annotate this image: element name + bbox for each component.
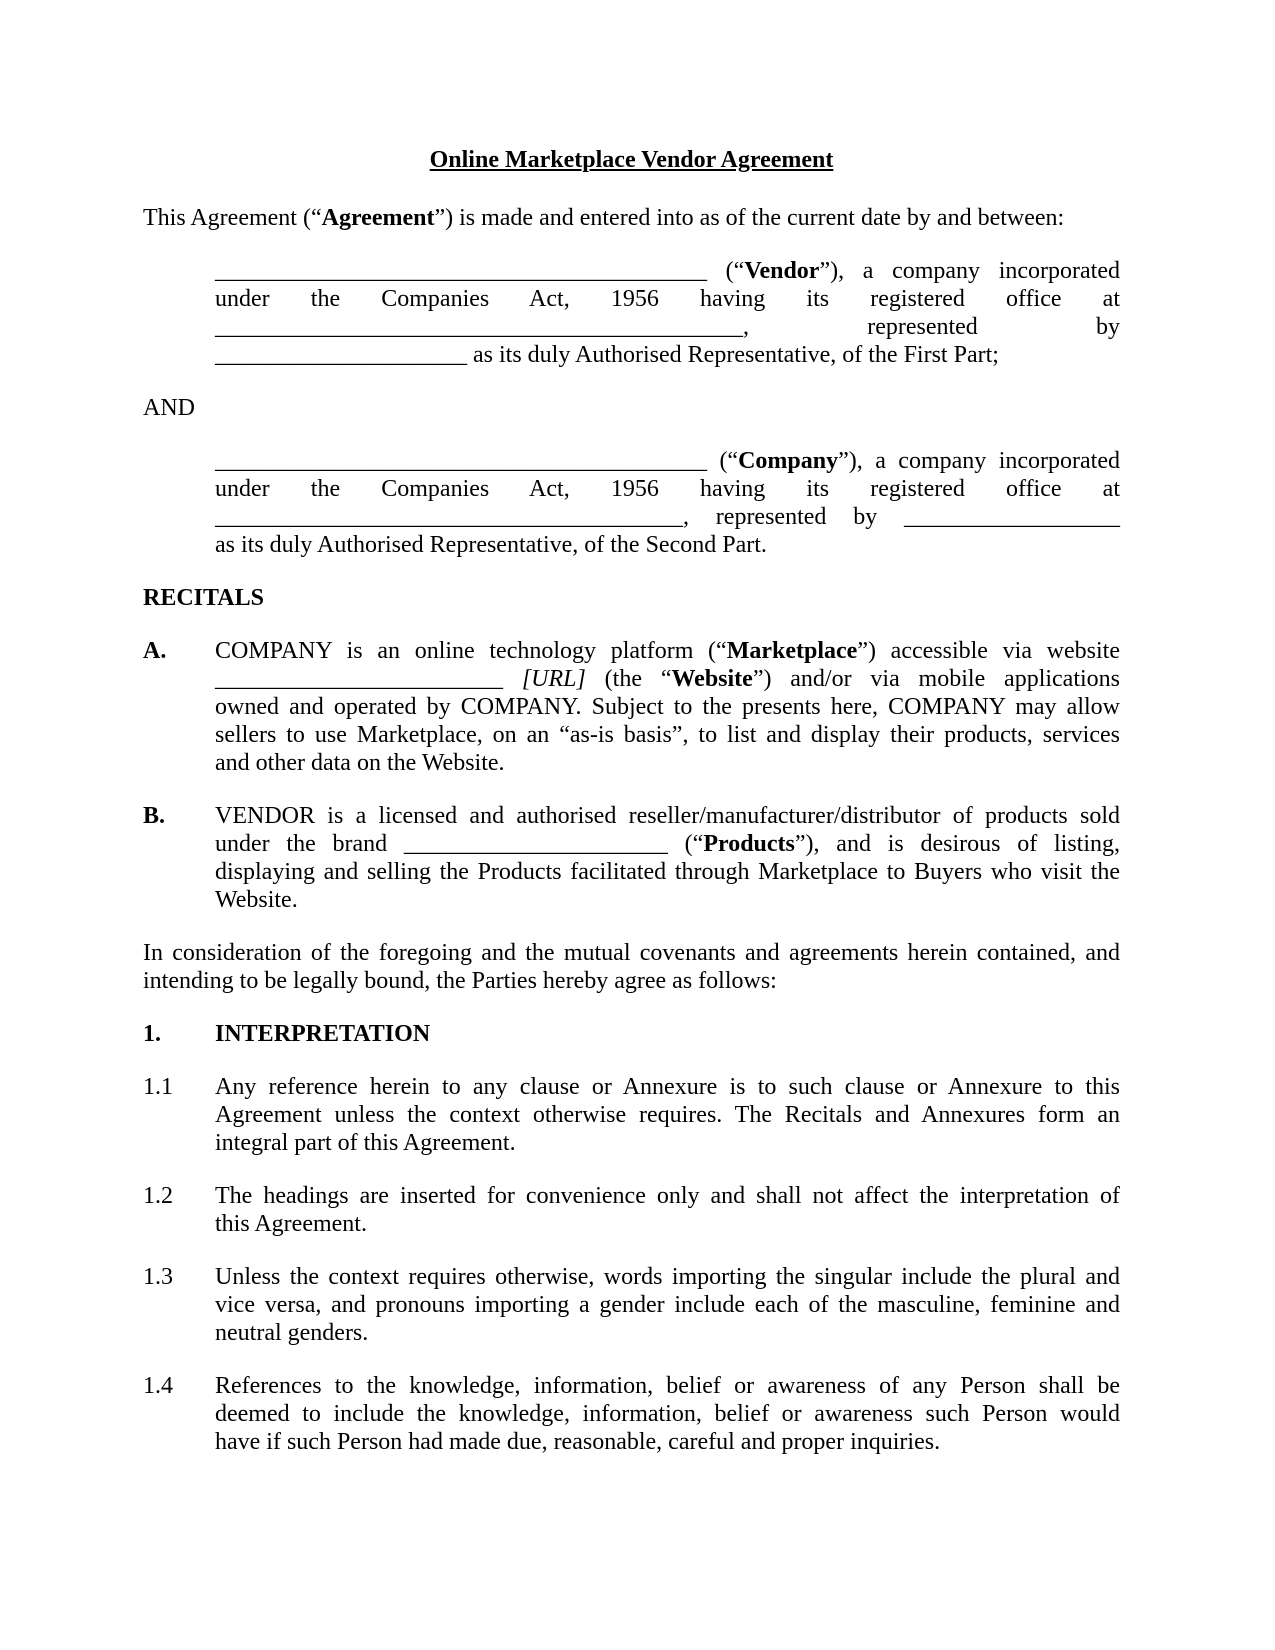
text-line	[215, 665, 1120, 693]
recitals-heading	[143, 584, 1120, 612]
text-line	[215, 257, 1120, 285]
text-segment: as its duly Authorised Representative, of the First Part;	[467, 342, 999, 368]
text-line	[215, 1400, 1120, 1428]
text-line	[143, 939, 1120, 967]
consideration-paragraph	[143, 939, 1120, 995]
text-segment: (“	[707, 448, 739, 474]
text-line	[215, 886, 1120, 914]
text-line	[215, 749, 1120, 777]
fill-in-blank: __________________	[904, 504, 1120, 530]
text-segment: References to the knowledge, information, belief or awareness of any Person shall be	[215, 1373, 1120, 1399]
clause-number: 1.	[143, 1021, 161, 1047]
text-line	[215, 447, 1120, 475]
intro-paragraph	[143, 204, 1120, 232]
text-segment: Marketplace	[726, 638, 858, 664]
text-line	[215, 637, 1120, 665]
text-segment: [URL]	[521, 666, 586, 692]
text-segment: The headings are inserted for convenience only and shall not affect the interpretation of	[215, 1183, 1120, 1209]
clause-1-3	[143, 1263, 1120, 1347]
text-segment: as its duly Authorised Representative, of the Second Part.	[215, 532, 767, 558]
text-segment: VENDOR is a licensed and authorised reseller/manufacturer/distributor of products sold	[215, 803, 1120, 829]
text-segment: ”), and is desirous of listing,	[794, 831, 1121, 857]
text-segment: Website.	[215, 887, 298, 913]
and-connector	[143, 394, 1120, 422]
text-segment: vice versa, and pronouns importing a gender include each of the masculine, feminine and	[215, 1292, 1120, 1318]
text-segment: AND	[143, 395, 195, 421]
clause-body	[215, 1263, 1120, 1347]
text-segment: Vendor	[744, 258, 820, 284]
text-segment: Agreement	[321, 205, 435, 231]
text-line	[215, 858, 1120, 886]
text-line	[215, 1319, 1120, 1347]
text-line	[215, 1210, 1120, 1238]
text-segment: sellers to use Marketplace, on an “as-is basis”, to list and display their products, services	[215, 722, 1120, 748]
clause-number: A.	[143, 638, 167, 664]
text-segment: this Agreement.	[215, 1211, 367, 1237]
text-segment: RECITALS	[143, 585, 264, 611]
text-segment: Website	[671, 666, 753, 692]
text-segment: ”) accessible via website	[857, 638, 1120, 664]
text-segment: (“	[707, 258, 745, 284]
recital-a	[143, 637, 1120, 777]
text-segment: In consideration of the foregoing and the mutual covenants and agreements herein contained, and	[143, 940, 1120, 966]
text-segment: under the Companies Act, 1956 having its registered office at	[215, 286, 1120, 312]
text-segment: Agreement unless the context otherwise requires. The Recitals and Annexures form an	[215, 1102, 1120, 1128]
text-segment: intending to be legally bound, the Parties hereby agree as follows:	[143, 968, 777, 994]
text-line	[215, 1182, 1120, 1210]
clause-body	[215, 1372, 1120, 1456]
text-segment: , represented by	[743, 314, 1120, 340]
text-segment: INTERPRETATION	[215, 1021, 431, 1047]
text-line	[215, 503, 1120, 531]
text-segment: This Agreement (“	[143, 205, 322, 231]
clause-1-2	[143, 1182, 1120, 1238]
text-segment: integral part of this Agreement.	[215, 1130, 516, 1156]
section-1-interpretation-heading	[143, 1020, 1120, 1048]
fill-in-blank: ________________________	[215, 666, 503, 692]
text-segment: displaying and selling the Products facilitated through Marketplace to Buyers who visit the	[215, 859, 1120, 885]
clause-body	[215, 1182, 1120, 1238]
document-title: Online Marketplace Vendor Agreement	[429, 147, 834, 173]
text-segment: under the Companies Act, 1956 having its registered office at	[215, 476, 1120, 502]
text-segment: ”), a company incorporated	[838, 448, 1120, 474]
fill-in-blank: ______________________	[403, 831, 668, 857]
text-segment: ”) and/or via mobile applications	[752, 666, 1121, 692]
company-party-block	[215, 447, 1120, 559]
text-segment: ”), a company incorporated	[819, 258, 1120, 284]
text-segment: (“	[667, 831, 704, 857]
text-segment: and other data on the Website.	[215, 750, 505, 776]
text-line	[143, 204, 1120, 232]
clause-number: 1.2	[143, 1183, 173, 1209]
text-segment: (the “	[585, 666, 672, 692]
clause-number: 1.3	[143, 1264, 173, 1290]
text-line	[215, 1073, 1120, 1101]
fill-in-blank: _________________________________________	[215, 258, 707, 284]
text-line	[215, 1101, 1120, 1129]
text-segment: ”) is made and entered into as of the current date by and between:	[434, 205, 1065, 231]
text-segment: Company	[738, 448, 839, 474]
text-line	[215, 531, 1120, 559]
text-segment: have if such Person had made due, reasonable, careful and proper inquiries.	[215, 1429, 941, 1455]
text-line	[143, 584, 1120, 612]
text-line	[215, 313, 1120, 341]
text-line	[215, 1372, 1120, 1400]
clause-number: 1.4	[143, 1373, 173, 1399]
vendor-party-block	[215, 257, 1120, 369]
text-line	[215, 341, 1120, 369]
text-segment: Products	[703, 831, 795, 857]
fill-in-blank: _____________________	[215, 342, 467, 368]
text-segment: Unless the context requires otherwise, words importing the singular include the plural and	[215, 1264, 1120, 1290]
clause-body	[215, 802, 1120, 914]
fill-in-blank: _________________________________________	[215, 448, 707, 474]
clause-body	[215, 637, 1120, 777]
text-line	[215, 1291, 1120, 1319]
clause-number: 1.1	[143, 1074, 173, 1100]
text-line	[143, 967, 1120, 995]
clause-1-1	[143, 1073, 1120, 1157]
clause-body	[215, 1020, 1120, 1048]
text-segment: Any reference herein to any clause or Annexure is to such clause or Annexure to this	[215, 1074, 1120, 1100]
text-line	[143, 394, 1120, 422]
text-segment: COMPANY is an online technology platform (“	[215, 638, 727, 664]
text-line	[215, 475, 1120, 503]
text-line	[215, 1129, 1120, 1157]
text-segment: owned and operated by COMPANY. Subject to the presents here, COMPANY may allow	[215, 694, 1120, 720]
text-line	[215, 721, 1120, 749]
text-line	[215, 1020, 1120, 1048]
clause-number: B.	[143, 803, 166, 829]
fill-in-blank: _______________________________________	[215, 504, 683, 530]
text-line	[215, 1428, 1120, 1456]
text-line	[215, 285, 1120, 313]
text-segment: neutral genders.	[215, 1320, 369, 1346]
clause-body	[215, 1073, 1120, 1157]
clause-1-4	[143, 1372, 1120, 1456]
text-line	[215, 1263, 1120, 1291]
text-line	[215, 802, 1120, 830]
text-segment: under the brand	[215, 831, 404, 857]
document-body	[143, 204, 1120, 1456]
text-line	[215, 693, 1120, 721]
text-segment: , represented by	[683, 504, 904, 530]
recital-b	[143, 802, 1120, 914]
text-line	[215, 830, 1120, 858]
text-segment: deemed to include the knowledge, information, belief or awareness such Person would	[215, 1401, 1120, 1427]
fill-in-blank: ____________________________________________	[215, 314, 743, 340]
text-segment	[503, 666, 522, 692]
